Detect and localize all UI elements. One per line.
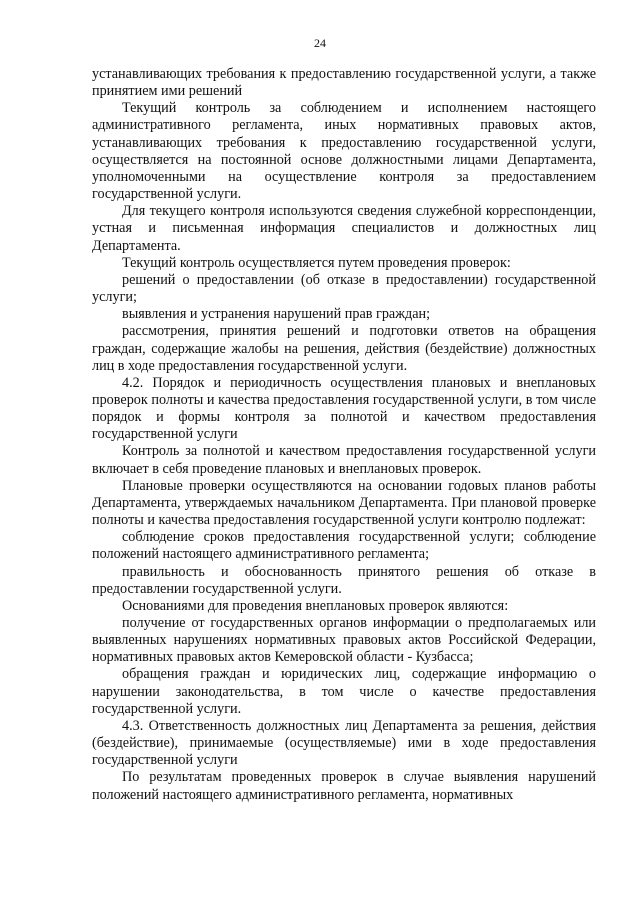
paragraph: рассмотрения, принятия решений и подготовки ответов на обращения граждан, содержащие жалобы на решения, действия (бездействие) должностных лиц в ходе предоставления государственной услуги. [92, 323, 596, 374]
paragraph: Плановые проверки осуществляются на основании годовых планов работы Департамента, утверждаемых начальником Департамента. При плановой проверке полноты и качества предоставления государственной услуги контролю подлежат: [92, 477, 596, 529]
paragraph: соблюдение сроков предоставления государственной услуги; соблюдение положений настоящего административного регламента; [92, 529, 596, 563]
paragraph: выявления и устранения нарушений прав граждан; [122, 306, 431, 323]
paragraph: 4.2. Порядок и периодичность осуществления плановых и внеплановых проверок полноты и качества предоставления государственной услуги, в том числе порядок и формы контроля за полнотой и качеством предоставления государственной услуги [92, 374, 596, 443]
paragraph: 4.3. Ответственность должностных лиц Департамента за решения, действия (бездействие), принимаемые (осуществляемые) ими в ходе предоставления государственной услуги [92, 717, 596, 769]
page-number: 24 [314, 36, 326, 50]
paragraph: По результатам проведенных проверок в случае выявления нарушений положений настоящего административного регламента, нормативных [92, 769, 596, 803]
paragraph: устанавливающих требования к предоставлению государственной услуги, а также принятием ими решений [92, 66, 596, 100]
paragraph: Основаниями для проведения внеплановых проверок являются: [122, 597, 509, 614]
paragraph: решений о предоставлении (об отказе в предоставлении) государственной услуги; [92, 271, 596, 306]
paragraph: правильность и обоснованность принятого решения об отказе в предоставлении государственной услуги. [92, 563, 596, 597]
document-body [92, 66, 596, 804]
paragraph: обращения граждан и юридических лиц, содержащие информацию о нарушении законодательства, в том числе о качестве предоставления государственной услуги. [92, 666, 596, 717]
paragraph: Для текущего контроля используются сведения служебной корреспонденции, устная и письменная информация специалистов и должностных лиц Департамента. [92, 203, 596, 254]
paragraph: Контроль за полнотой и качеством предоставления государственной услуги включает в себя проведение плановых и внеплановых проверок. [92, 443, 596, 477]
paragraph: Текущий контроль за соблюдением и исполнением настоящего административного регламента, иных нормативных правовых актов, устанавливающих требования к предоставлению государственной услуги, осуществляется на постоянной основе должностными лицами Департамента, уполномоченными на осуществление контроля за предоставлением государственной услуги. [92, 100, 596, 203]
paragraph: получение от государственных органов информации о предполагаемых или выявленных нарушениях нормативных правовых актов Российской Федерации, нормативных правовых актов Кемеровской области - Кузбасса; [92, 615, 596, 666]
paragraph: Текущий контроль осуществляется путем проведения проверок: [122, 254, 511, 271]
